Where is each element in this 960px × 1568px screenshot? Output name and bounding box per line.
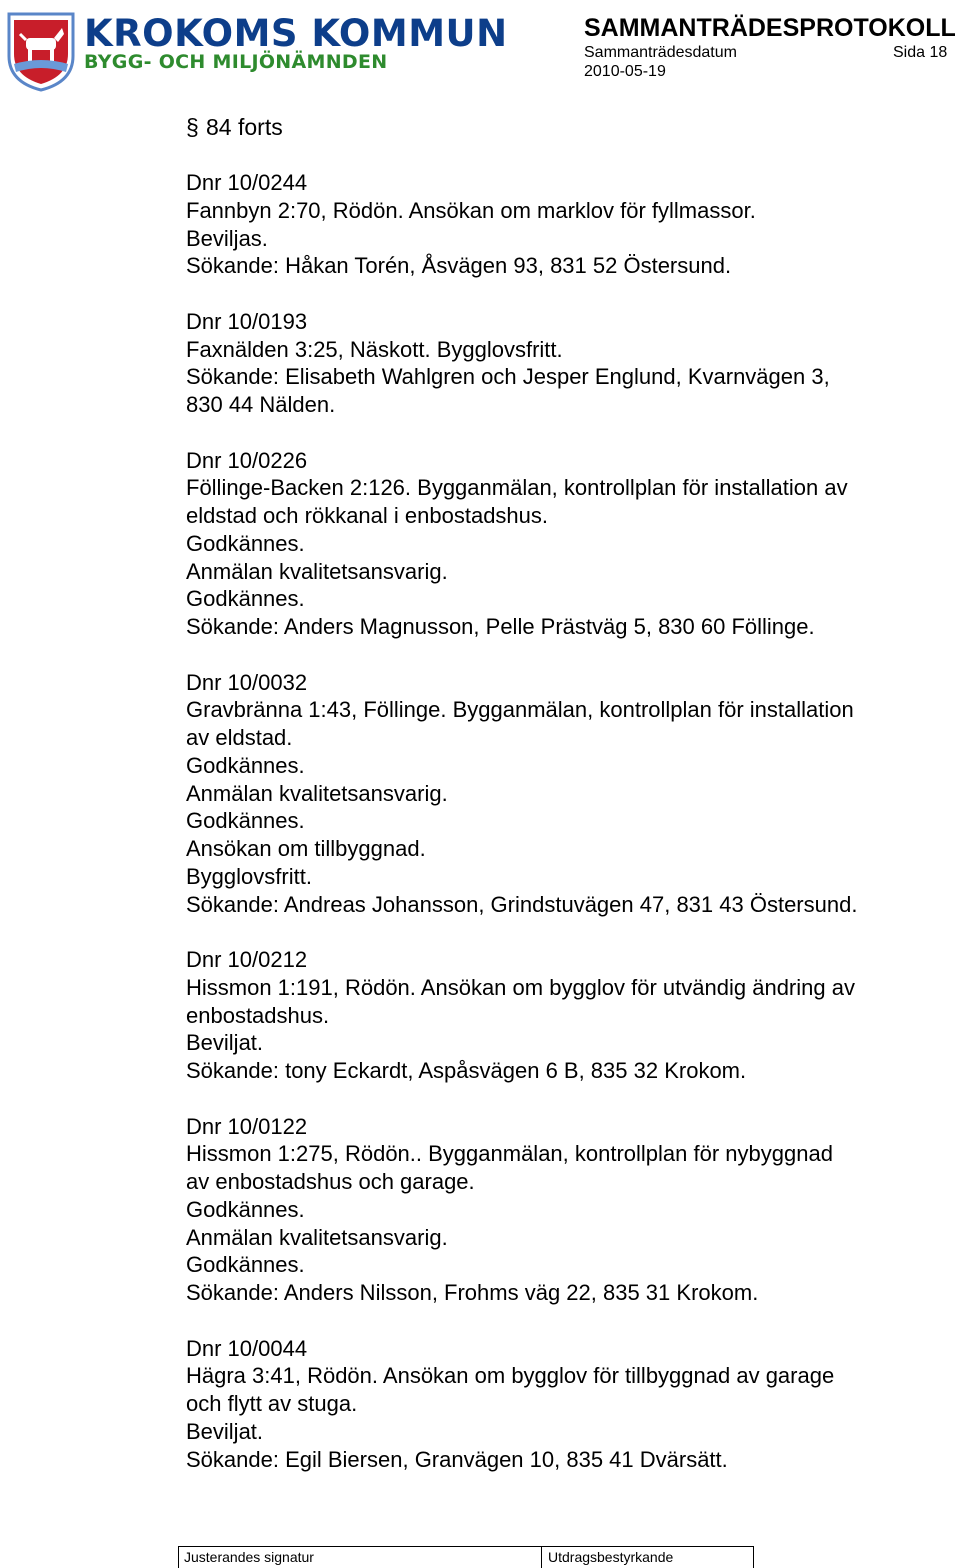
case-entry bbox=[186, 1335, 946, 1474]
case-text-line: Beviljat. bbox=[186, 1030, 264, 1056]
case-text-line: av eldstad. bbox=[186, 725, 293, 750]
case-text-line: och flytt av stuga. bbox=[186, 1391, 358, 1416]
org-subtitle: BYGG- OCH MILJÖNÄMNDEN bbox=[84, 51, 388, 73]
case-entry bbox=[186, 169, 946, 280]
section-heading: 84 forts bbox=[206, 114, 283, 140]
case-number: Dnr 10/0032 bbox=[186, 669, 308, 695]
footer-divider bbox=[541, 1546, 542, 1568]
signature-label: Justerandes signatur bbox=[184, 1549, 314, 1565]
municipality-crest-icon bbox=[6, 10, 76, 92]
case-text-line: Hissmon 1:191, Rödön. Ansökan om bygglov för utvändig ändring av bbox=[186, 974, 855, 1000]
case-number: Dnr 10/0122 bbox=[186, 1113, 308, 1139]
case-text-line: Sökande: Håkan Torén, Åsvägen 93, 831 52 Östersund. bbox=[186, 253, 732, 279]
case-text-line: Hägra 3:41, Rödön. Ansökan om bygglov för tillbyggnad av garage bbox=[186, 1363, 835, 1389]
case-entry bbox=[186, 669, 946, 919]
case-text-line: Beviljat. bbox=[186, 1418, 264, 1444]
case-text-line: 830 44 Nälden. bbox=[186, 392, 336, 417]
case-text-line: Godkännes. bbox=[186, 808, 305, 834]
case-number: Dnr 10/0244 bbox=[186, 170, 308, 195]
case-text-line: Godkännes. bbox=[186, 752, 305, 778]
case-text-line: Anmälan kvalitetsansvarig. bbox=[186, 558, 448, 584]
case-entry bbox=[186, 1113, 946, 1307]
case-number: Dnr 10/0193 bbox=[186, 308, 308, 334]
case-text-line: Sökande: Andreas Johansson, Grindstuvägen 47, 831 43 Östersund. bbox=[186, 891, 858, 917]
case-text-line: Sökande: Elisabeth Wahlgren och Jesper Englund, Kvarnvägen 3, bbox=[186, 364, 830, 390]
case-text-line: Godkännes. bbox=[186, 1196, 305, 1222]
case-number: Dnr 10/0212 bbox=[186, 947, 308, 972]
footer-rule bbox=[178, 1546, 754, 1547]
case-entry bbox=[186, 447, 946, 641]
case-number: Dnr 10/0044 bbox=[186, 1335, 308, 1361]
case-text-line: av enbostadshus och garage. bbox=[186, 1169, 475, 1194]
footer-divider bbox=[753, 1546, 754, 1568]
case-entry bbox=[186, 946, 946, 1085]
document-title: SAMMANTRÄDESPROTOKOLL bbox=[584, 14, 956, 42]
case-text-line: Sökande: Anders Magnusson, Pelle Prästväg 5, 830 60 Föllinge. bbox=[186, 614, 815, 639]
footer-divider bbox=[178, 1546, 179, 1568]
case-text-line: Faxnälden 3:25, Näskott. Bygglovsfritt. bbox=[186, 336, 563, 362]
page-number: Sida 18 bbox=[893, 44, 948, 61]
section-paragraph-mark: § bbox=[186, 114, 199, 140]
case-text-line: Anmälan kvalitetsansvarig. bbox=[186, 1224, 448, 1250]
case-number: Dnr 10/0226 bbox=[186, 447, 308, 473]
case-text-line: eldstad och rökkanal i enbostadshus. bbox=[186, 503, 549, 528]
case-text-line: Godkännes. bbox=[186, 1252, 305, 1278]
org-name: KROKOMS KOMMUN bbox=[84, 12, 508, 55]
case-text-line: Beviljas. bbox=[186, 225, 268, 251]
case-text-line: Anmälan kvalitetsansvarig. bbox=[186, 780, 448, 806]
extract-label: Utdragsbestyrkande bbox=[548, 1549, 674, 1565]
meeting-date-label: Sammanträdesdatum bbox=[584, 44, 737, 61]
case-text-line: Bygglovsfritt. bbox=[186, 863, 312, 889]
case-text-line: Godkännes. bbox=[186, 530, 305, 556]
case-text-line: Sökande: Anders Nilsson, Frohms väg 22, 835 31 Krokom. bbox=[186, 1280, 759, 1305]
case-text-line: Godkännes. bbox=[186, 586, 305, 612]
case-text-line: Ansökan om tillbyggnad. bbox=[186, 836, 426, 861]
case-text-line: Sökande: tony Eckardt, Aspåsvägen 6 B, 835 32 Krokom. bbox=[186, 1058, 747, 1083]
case-text-line: Gravbränna 1:43, Föllinge. Bygganmälan, kontrollplan för installation bbox=[186, 697, 854, 723]
meeting-date: 2010-05-19 bbox=[584, 63, 666, 80]
case-text-line: Föllinge-Backen 2:126. Bygganmälan, kontrollplan för installation av bbox=[186, 475, 848, 501]
case-entry bbox=[186, 308, 946, 419]
case-text-line: Fannbyn 2:70, Rödön. Ansökan om marklov för fyllmassor. bbox=[186, 197, 756, 223]
case-list bbox=[186, 169, 946, 1501]
case-text-line: enbostadshus. bbox=[186, 1002, 330, 1028]
case-text-line: Hissmon 1:275, Rödön.. Bygganmälan, kontrollplan för nybyggnad bbox=[186, 1141, 833, 1167]
case-text-line: Sökande: Egil Biersen, Granvägen 10, 835 41 Dvärsätt. bbox=[186, 1446, 728, 1472]
